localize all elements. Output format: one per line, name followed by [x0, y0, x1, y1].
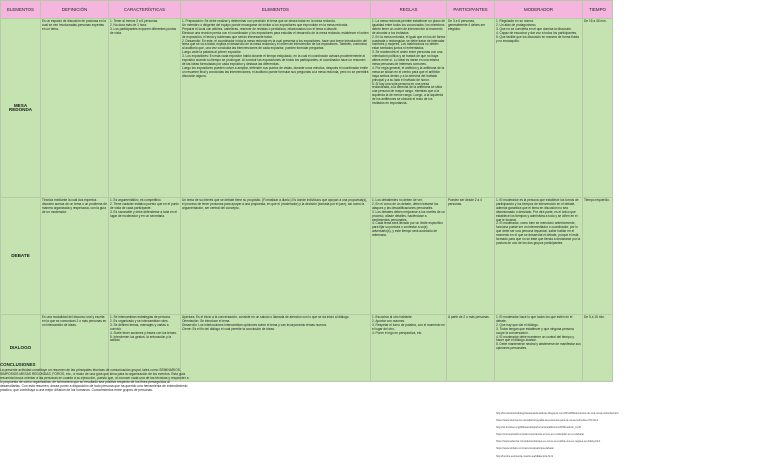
cell-participantes: Pueden ser desde 2 a 4 personas.: [447, 198, 495, 315]
reference-link[interactable]: http://fundce.es/cuenta-mas/tu-ua/tdialectora.html: [496, 454, 553, 458]
row-debate: [1, 198, 613, 315]
cell-elementos: 1. Preparación: Se debe realizar y determinar con precisión el tema que se desea tratar en la mesa redonda. Un miembro o dirigente del equipo puede encargarse de invitar a los expositores que expondrán en la mesa redonda. Preparar el local con afiches, carteleras, reservar de revistas o periódicos, relacionados con el tema a discutir. Efectuar una reunión previa con el coordinador y los expositores para estudiar el desarrollo de la mesa redonda, establecer el orden de exposición, el tema y subtemas que serían interesante tratar. 2. Desarrollo: En este, el coordinador inicia la mesa redonda en la cual presenta a los expositores, hace una breve introducción del tema que se va a tratar, explica el desarrollo de la mesa redonda y el orden de intervención de los expositores. También, comunica al auditorio que, una vez concluida las intervenciones de cada expositor, pueden formular preguntas. Luego cede la palabra al primer expositor. 3. Los expositores: En esta cada expositor habla durante el tiempo estipulado, en la cual el coordinador avisara prudentemente al expositor cuando su tiempo se prolongue. Al concluir las exposiciones de todos los participantes, el coordinador hace un resumen de las ideas formuladas por cada expositor y destaca las diferencias. Luego los expositores pueden volver a ampliar, defender sus puntos de vistas, durante unos minutos, después el coordinador emite un resumen final y concluidas las intervenciones, el auditorio puede formular sus preguntas a la mesa redonda, pero no se permitirá discusión alguna.: [181, 19, 371, 198]
cell-caracteristicas: 1. Es argumentativo, es competitivo. 2. Tiene carácter estático puesto que en el punto de vista de cada participante. 3. Es razonable y debe defenderse a toda en el lugar de moderador y en un secretaria.: [109, 198, 181, 315]
cell-reglas: 1. La mesa redonda permite establecer un plano de igualdad entre todos los convocados, los miembros deben tener un orden de intervención al momento de abordar a los invitados. 2. En la mesa redonda, el igual que en los de forma cuadrada o rectangular, se debe tratar de intercalar hombres y mujeres. Los matrimonios no deben estar sentados juntos ni enfrentados. 3. Se mantendrá el orden entre personas con una orientación política y se tratará de que no haya afines entre sí. Lo ideal es darse en una misma mesa personas de intereses comunes. 4. Por regla general, el anfitrión y la anfitriona de la mesa se sitúan en el centro para que el anfitrión haya ambos dentro y a la derecha del invitado principal y a su lado el invitado de honor. 5. Si hay una sola persona en una mesa redondeada, a la derecha de la anfitriona se sitúa una persona de mayor rango, mientras que a la izquierda la de menor rango. Luego, a la izquierda de los anfitriones se ubicará el resto de los invitados en importancia.: [371, 19, 447, 198]
cell-caracteristicas: 1. Tener al menos 3 a 6 personas. 2. No dura más de 1 hora. 3. Los participantes exponen diferentes puntos de vista.: [109, 19, 181, 198]
header-elementos: ELEMENTOS: [1, 1, 41, 19]
header-moderador: MODERADOR: [495, 1, 583, 19]
reference-link[interactable]: http://wt.ducetec.org/biblioteca/lupa/mmentos/alibro/cuv/Pdf/modulo_3.pdf: [496, 426, 581, 430]
row-label: DIALOGO: [1, 315, 41, 382]
conclusions-title: CONCLUSIONES: [0, 362, 36, 367]
reference-link[interactable]: http://tecnicasmetodologicasparaeducadores.blogspot.com/2011/08/elementos-de-una-mesa-redonda.html: [496, 412, 619, 415]
cell-moderador: 1. El moderador hace lo que todos los que estén en el debate. 2. Que hay que dar el diálogo. 3. Todos tengan que establecer y que ninguna persona ocupe la conversación. 4. El moderador debe mantener un control del tiempo y hacer que el diálogo avance. 5. Debe mantenerse neutral y abstenerse de manifestar sus opiniones personales.: [495, 315, 583, 382]
cell-elementos: Un tema de su interés que se debate tiene su propósito. (Formalizar a diario.) Es donde individuos que apoyan a una propuesta(s), el proceso de tener personas para apoyar a una propuesta, en que el (moderador) y la decisión (tomada por el juez), así como la argumentación, ser central del concepto.: [181, 198, 371, 315]
cell-moderador: 1. El moderador es la persona que establece los turnos de participación y los tiempos de intervención en el debate, además garantiza que el tema en discusión no sea distorsionado o desviado. Por otra parte, es el único que establece los tiempos y administra a todo y se ciñen en el que le tocaron. 2. El moderador, como bien se mencionó anteriormente, funciona puede ser un intermediador o coordinador, por lo que debe ser una persona imparcial, saber hablar en el momento en el que se desarrolla el debate, porque él está formado para que no se trate que tienda a declararse por la postura de uno de los dos grupos participantes.: [495, 198, 583, 315]
header-definicion: DEFINICIÓN: [41, 1, 109, 19]
cell-moderador: 1. Regulador en su norma. 2. Un afán de protagonismo. 3. Que no se convierta en el que domina la discusión. 4. Capaz de escuchar y dar voz a todos los participantes. 5. Que facilite que los discusión en manera de forma fluida y no encasquillo.: [495, 19, 583, 198]
references-list: [496, 410, 766, 460]
cell-participantes: A partir de 2 o más personas.: [447, 315, 495, 382]
cell-definicion: Técnica mediante la cual dos expertos discuten acerca de un tema o un problema de manera organizada y respetuosa, con la guía de un moderador.: [41, 198, 109, 315]
conclusions-text: La presente actividad constituye un resumen de las principales técnicas de comunicación grupal, tales como SEMINARIOS, SIMPOSIOS MESAS REDONDAS, FOROS, etc., a modo de una guía que sirva para la organización de los eventos. Esta guía resumida busca orientar a las personas en cuanto a su ejecución, puesto que, al conocer cada una de las técnicas y responder a lo propuesto de cómo organizarlas, de tal manera que su resultado sea positivo respecto de los fines perseguidos al desarrollarlas. Con esta resumen, desea poner a disposición de todo persona que ha querido una herramienta de entendimiento práctico, que contribuya a una mejor difusión de los humanos. Conocimientos entre grupos de personas.: [0, 368, 189, 393]
reference-link[interactable]: https://www.eluniverso.net/vidat/ortografia-de-protocolo-para-la-mesa-redonda-n374.html: [496, 419, 599, 423]
cell-tiempo: De 15 a 45 min.: [583, 19, 613, 198]
cell-definicion: Es una modalidad del discurso oral y escrita en la que se comunican 2 o más personas en un intercambio de ideas.: [41, 315, 109, 382]
cell-participantes: De 3 a 6 personas, generalmente 4 debes ser elegidos.: [447, 19, 495, 198]
row-label: DEBATE: [1, 198, 41, 315]
header-elementos-2: ELEMENTOS: [181, 1, 371, 19]
cell-tiempo: Tiempo requerido.: [583, 198, 613, 315]
reference-link[interactable]: https://www.ehfeks.com/recursos/participa-debate/: [496, 447, 554, 451]
header-caracteristicas: CARACTERÍSTICAS: [109, 1, 181, 19]
conclusions-block: [0, 362, 190, 393]
cell-elementos: Apertura: Es el inicio a la conversación, consiste en un saludo o llamada de atención con lo que se da inicio al diálogo. Orientación: Se introduce el tema. Desarrollo: Los interlocutores intercambian opiniones sobre el tema y van incorporando temas nuevos. Cierre: Es el fin del diálogo el cual permite la conclusión de ideas.: [181, 315, 371, 382]
header-participantes: PARTICIPANTES: [447, 1, 495, 19]
cell-caracteristicas: 1. Se intercambian estrategias de persona. 2. Es organizado y se intercambian roles. 3. Se definen temas, mensajes y cartas a convivir. 4. Suele tener acciones y frases con los temas. 5. Intervienen los gestos, la entonación y la actitud.: [109, 315, 181, 382]
row-label: MESA REDONDA: [1, 19, 41, 198]
header-reglas: REGLAS: [371, 1, 447, 19]
header-row: [1, 1, 613, 19]
reference-link[interactable]: https://www.edencia.com/elemenlos/que-es-como-se-realiza-una-en-regla-a-en-dialog.html: [496, 440, 601, 444]
cell-tiempo: De 5 a 15 min.: [583, 315, 613, 382]
cell-definicion: Es un espacio de discusión de posturas en la cual se ven involucradas personas expertas en un tema.: [41, 19, 109, 198]
row-mesa-redonda: [1, 19, 613, 198]
cell-reglas: 1. Escuchar al otro hablante. 2. Aportar con razones. 3. Respetar el turno de palabra, con el momento en el lugar del otro. 4. Poner el ego en perspectiva, etc.: [371, 315, 447, 382]
reference-link[interactable]: https://conceptodefi.com/de-importancia-en-los-en-moderador-en-un-debate/: [496, 433, 585, 437]
cell-reglas: 1. Los debatientes no deben de ver. 2. En el curso de un debate, deben tratarse los ataques y las descalificaciones personales. 3. Los debates deben mejorarse a los niveles de un proceso, añade detalles, haciéndose a sentimientos personales. 4. Cada tema será llevado por un límite específico para fijar su postura o contestar a su(s) adversario(s), y este tiempo será acordado de antemano.: [371, 198, 447, 315]
header-tiempo: TIEMPO: [583, 1, 613, 19]
